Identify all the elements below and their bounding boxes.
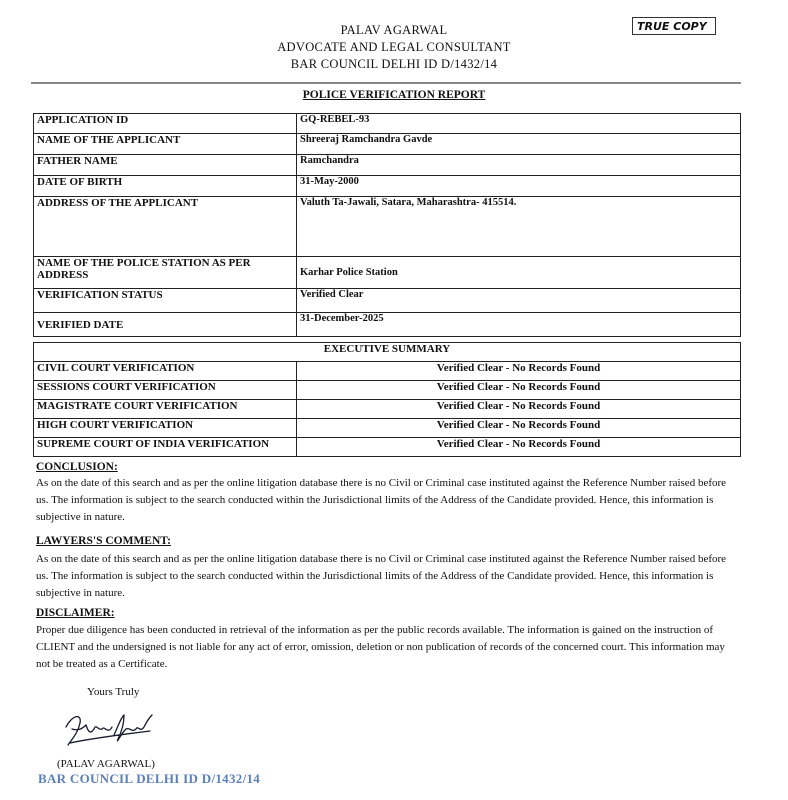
detail-value: Karhar Police Station xyxy=(297,257,741,289)
summary-value: Verified Clear - No Records Found xyxy=(297,419,741,438)
report-title: POLICE VERIFICATION REPORT xyxy=(302,89,486,101)
lawyers-comment-heading: LAWYERS'S COMMENT: xyxy=(36,535,171,547)
summary-value: Verified Clear - No Records Found xyxy=(297,362,741,381)
executive-summary-table xyxy=(33,342,741,457)
closing-salutation: Yours Truly xyxy=(87,686,140,698)
advocate-name: PALAV AGARWAL xyxy=(340,23,448,37)
summary-label: MAGISTRATE COURT VERIFICATION xyxy=(34,400,297,419)
header-divider xyxy=(31,82,741,84)
summary-value: Verified Clear - No Records Found xyxy=(297,381,741,400)
detail-label: VERIFICATION STATUS xyxy=(34,289,297,313)
table-row xyxy=(34,289,741,313)
table-row xyxy=(34,343,741,362)
detail-label: NAME OF THE POLICE STATION AS PER ADDRESS xyxy=(34,257,297,289)
advocate-bar-id: BAR COUNCIL DELHI ID D/1432/14 xyxy=(290,57,498,71)
lawyers-comment-text: As on the date of this search and as per the online litigation database there is no Civil or Criminal case instituted against the Reference Number raised before us. The information is subject to the search conducted within the Jurisdictional limits of the Address of the Candidate provided. Hence, this information is subjective in nature. xyxy=(36,553,727,599)
detail-value: Valuth Ta-Jawali, Satara, Maharashtra- 415514. xyxy=(297,197,741,257)
handwritten-signature xyxy=(58,705,158,751)
table-row xyxy=(34,197,741,257)
table-row xyxy=(34,155,741,176)
summary-value: Verified Clear - No Records Found xyxy=(297,400,741,419)
summary-label: HIGH COURT VERIFICATION xyxy=(34,419,297,438)
summary-label: CIVIL COURT VERIFICATION xyxy=(34,362,297,381)
summary-heading: EXECUTIVE SUMMARY xyxy=(34,343,741,362)
table-row xyxy=(34,257,741,289)
detail-value: Shreeraj Ramchandra Gavde xyxy=(297,134,741,155)
detail-value: GQ-REBEL-93 xyxy=(297,114,741,134)
table-row xyxy=(34,134,741,155)
table-row xyxy=(34,114,741,134)
detail-value: Verified Clear xyxy=(297,289,741,313)
detail-label: FATHER NAME xyxy=(34,155,297,176)
table-row xyxy=(34,381,741,400)
detail-value: 31-December-2025 xyxy=(297,313,741,337)
conclusion-text: As on the date of this search and as per the online litigation database there is no Civil or Criminal case instituted against the Reference Number raised before us. The information is subject to the search conducted within the Jurisdictional limits of the Address of the Candidate provided. Hence, this information is subjective in nature. xyxy=(36,477,727,523)
signatory-bar-id: BAR COUNCIL DELHI ID D/1432/14 xyxy=(38,771,261,786)
detail-value: 31-May-2000 xyxy=(297,176,741,197)
table-row xyxy=(34,438,741,457)
table-row xyxy=(34,362,741,381)
disclaimer-heading: DISCLAIMER: xyxy=(36,607,115,619)
table-row xyxy=(34,313,741,337)
summary-value: Verified Clear - No Records Found xyxy=(297,438,741,457)
detail-label: VERIFIED DATE xyxy=(34,313,297,337)
detail-label: NAME OF THE APPLICANT xyxy=(34,134,297,155)
conclusion-heading: CONCLUSION: xyxy=(36,461,118,473)
true-copy-stamp: TRUE COPY xyxy=(632,17,716,35)
summary-label: SESSIONS COURT VERIFICATION xyxy=(34,381,297,400)
summary-label: SUPREME COURT OF INDIA VERIFICATION xyxy=(34,438,297,457)
table-row xyxy=(34,419,741,438)
disclaimer-text: Proper due diligence has been conducted in retrieval of the information as per the public records available. The information is gained on the instruction of CLIENT and the undersigned is not liable for any act of error, omission, deletion or non publication of records of the concerned court. This information may not be treated as a Certificate. xyxy=(36,624,725,670)
detail-label: DATE OF BIRTH xyxy=(34,176,297,197)
signatory-name: (PALAV AGARWAL) xyxy=(57,758,155,770)
applicant-details-table xyxy=(33,113,741,337)
advocate-designation: ADVOCATE AND LEGAL CONSULTANT xyxy=(277,40,511,54)
detail-label: ADDRESS OF THE APPLICANT xyxy=(34,197,297,257)
detail-value: Ramchandra xyxy=(297,155,741,176)
table-row xyxy=(34,400,741,419)
detail-label: APPLICATION ID xyxy=(34,114,297,134)
table-row xyxy=(34,176,741,197)
